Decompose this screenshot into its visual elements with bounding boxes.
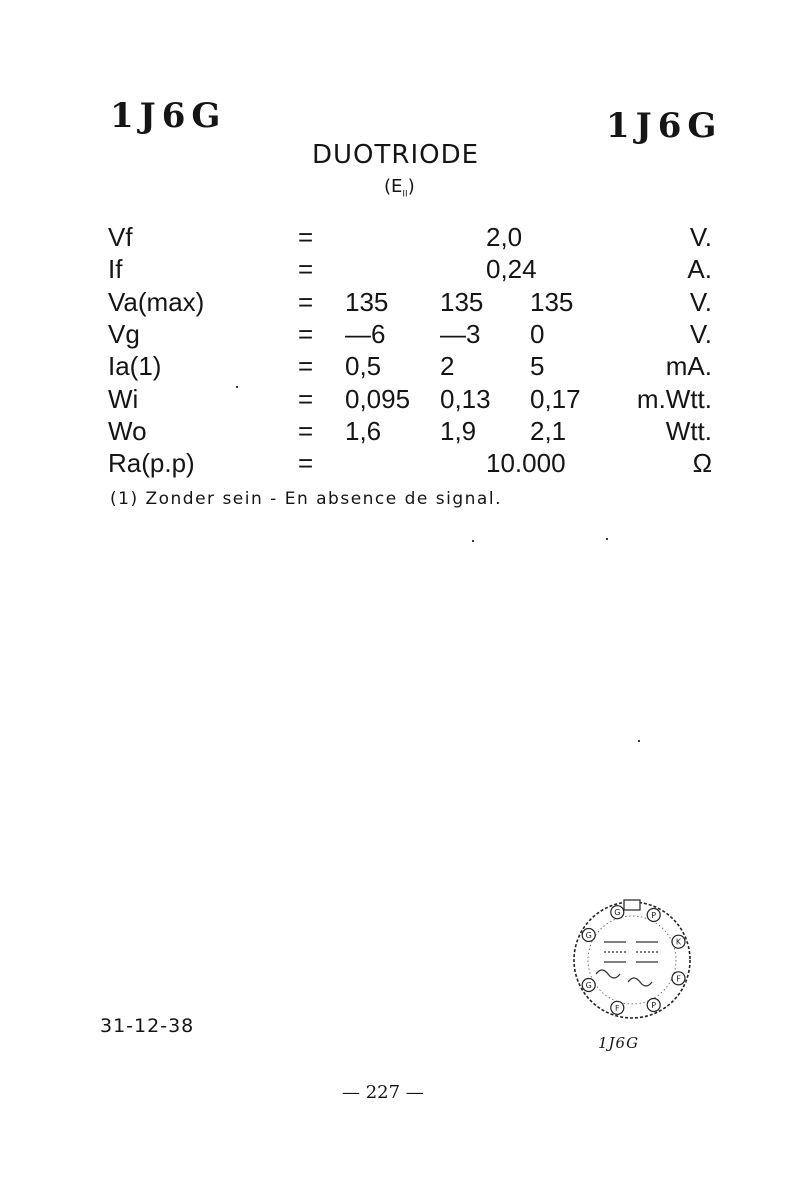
print-speck <box>472 540 474 542</box>
spec-row <box>0 416 800 448</box>
spec-value: 0,24 <box>486 254 537 285</box>
spec-value: 2,0 <box>486 222 523 252</box>
spec-unit: V. <box>689 286 712 317</box>
spec-value: 5 <box>530 351 545 382</box>
spec-value: 1,9 <box>440 415 477 446</box>
spec-unit: Ω <box>692 448 712 479</box>
tube-type-left: 1J6G <box>110 96 227 136</box>
spec-symbol: Wi <box>108 383 139 414</box>
base-pin-label: K <box>675 937 682 947</box>
spec-symbol: Ra(p.p) <box>108 448 195 479</box>
base-pin-label: F <box>676 974 681 984</box>
spec-symbol: Vf <box>108 222 133 252</box>
spec-unit: V. <box>689 222 712 252</box>
base-inner-ring <box>585 916 676 1004</box>
print-speck <box>236 386 238 388</box>
footnote: (1) Zonder sein - En absence de signal. <box>110 489 502 509</box>
spec-row <box>0 222 800 254</box>
print-speck <box>606 538 608 540</box>
spec-row <box>0 351 800 383</box>
spec-symbol: Vg <box>108 318 140 349</box>
spec-unit: Wtt. <box>665 415 712 446</box>
spec-unit: V. <box>689 318 712 349</box>
spec-equals: = <box>298 254 314 285</box>
spec-equals: = <box>298 286 314 317</box>
spec-value: 135 <box>530 286 574 317</box>
tube-base-diagram <box>566 898 698 1022</box>
spec-unit: mA. <box>665 351 712 382</box>
publication-date: 31-12-38 <box>100 1015 195 1037</box>
spec-value: 135 <box>440 286 484 317</box>
spec-row <box>0 448 800 480</box>
base-diagram-label: 1J6G <box>598 1034 640 1052</box>
triode-right-symbol <box>628 942 658 986</box>
base-pin-label: F <box>614 1003 620 1013</box>
spec-value: 10.000 <box>486 448 566 479</box>
spec-value: —3 <box>440 318 481 349</box>
base-pin-label: G <box>614 908 621 918</box>
spec-equals: = <box>298 448 314 479</box>
spec-symbol: Va(max) <box>108 286 205 317</box>
tube-type-right: 1J6G <box>606 106 723 146</box>
spec-value: 1,6 <box>345 415 382 446</box>
tube-category-title: DUOTRIODE <box>312 140 480 170</box>
spec-unit: m.Wtt. <box>636 383 712 414</box>
spec-value: 0,5 <box>345 351 382 382</box>
spec-unit: A. <box>687 254 712 285</box>
spec-symbol: Wo <box>108 415 147 446</box>
spec-value: 0,17 <box>530 383 581 414</box>
page-number: — 227 — <box>342 1082 424 1103</box>
base-pin-label: G <box>585 981 592 990</box>
base-pin-label: P <box>651 911 657 920</box>
base-pin-label: P <box>651 1001 657 1010</box>
spec-equals: = <box>298 415 314 446</box>
base-pins <box>582 906 685 1015</box>
spec-symbol: Ia(1) <box>108 351 162 382</box>
spec-row <box>0 287 800 319</box>
spec-equals: = <box>298 351 314 382</box>
spec-value: —6 <box>345 318 386 349</box>
spec-symbol: If <box>108 254 123 285</box>
spec-row <box>0 254 800 286</box>
spec-value: 2,1 <box>530 415 567 446</box>
print-speck <box>638 740 640 742</box>
base-outer-ring <box>574 902 690 1018</box>
spec-equals: = <box>298 222 314 252</box>
triode-left-symbol <box>596 942 626 978</box>
spec-value: 135 <box>345 286 389 317</box>
spec-value: 0,13 <box>440 383 491 414</box>
base-pin-label: G <box>585 931 592 940</box>
spec-value: 0,095 <box>345 383 411 414</box>
tube-series-subtitle <box>384 176 415 200</box>
spec-row <box>0 319 800 351</box>
spec-value: 0 <box>530 318 545 349</box>
spec-value: 2 <box>440 351 455 382</box>
subtitle-close: ) <box>407 176 415 197</box>
subtitle-sub: II <box>402 189 408 200</box>
spec-equals: = <box>298 383 314 414</box>
spec-equals: = <box>298 318 314 349</box>
base-key <box>624 900 640 910</box>
subtitle-open: (E <box>384 176 403 197</box>
spec-row <box>0 384 800 416</box>
